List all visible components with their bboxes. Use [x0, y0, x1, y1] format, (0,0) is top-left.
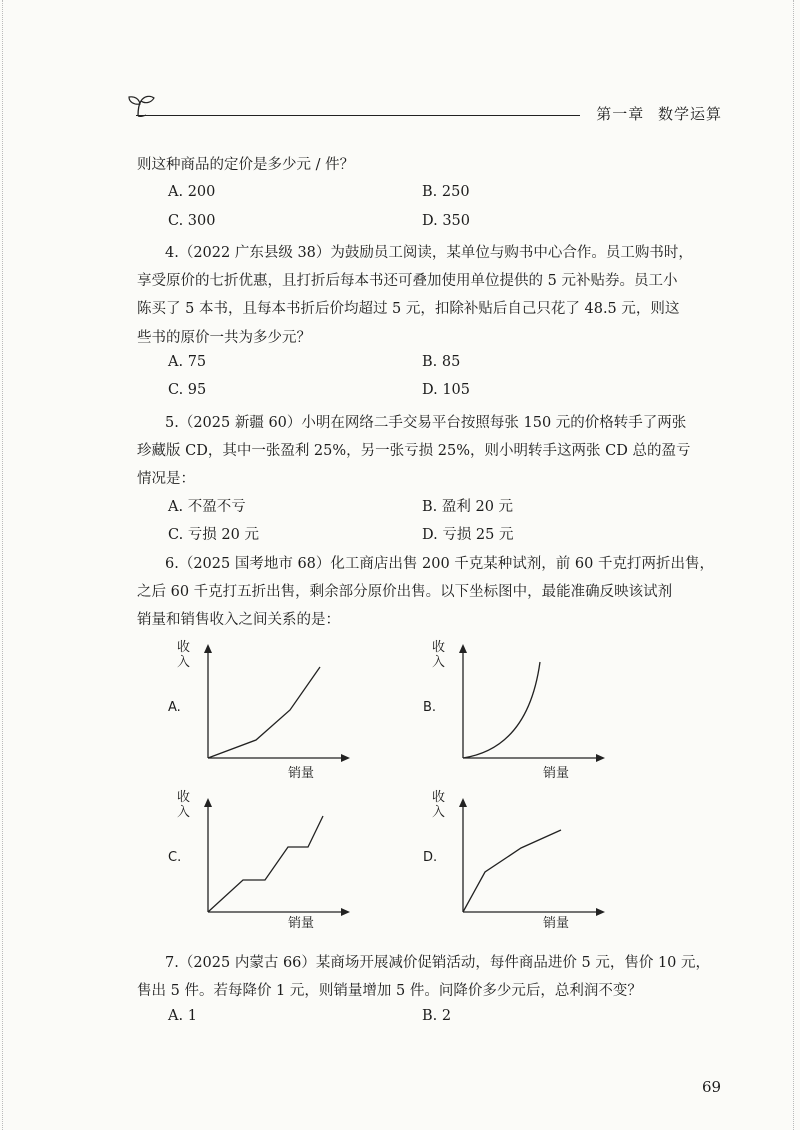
page-number: 69: [702, 1078, 722, 1096]
page-header: [122, 92, 722, 132]
figure-b-xlabel: 销量: [543, 766, 570, 781]
chapter-label: 第一章: [596, 105, 645, 123]
q6-line-3: 销量和销售收入之间关系的是：: [137, 612, 340, 628]
q7-line-1: 7.（2025 内蒙古 66）某商场开展减价促销活动，每件商品进价 5 元，售价 10 元，: [165, 955, 711, 971]
figure-b-letter: B.: [423, 700, 437, 715]
figure-c-plot: [168, 790, 358, 930]
figure-a-plot: [168, 640, 358, 780]
q3-option-b: B. 250: [422, 184, 470, 200]
scan-edge-left: [2, 0, 5, 1130]
figure-a-ylabel: 收入: [176, 640, 190, 670]
section-label: 数学运算: [657, 105, 722, 123]
figure-d-xlabel: 销量: [543, 916, 570, 931]
q4-option-d: D. 105: [422, 382, 471, 398]
figure-a-xlabel: 销量: [288, 766, 315, 781]
q3-option-c: C. 300: [168, 213, 216, 229]
q5-line-2: 珍藏版 CD，其中一张盈利 25%，另一张亏损 25%，则小明转手这两张 CD 总的盈亏: [137, 443, 691, 459]
q5-line-3: 情况是：: [137, 471, 195, 487]
q4-line-4: 些书的原价一共为多少元？: [137, 330, 311, 346]
q4-option-b: B. 85: [422, 354, 461, 370]
figure-c: [168, 790, 358, 930]
figure-b-plot: [423, 640, 613, 780]
q4-line-3: 陈买了 5 本书，且每本书折后价均超过 5 元，扣除补贴后自己只花了 48.5 元，则这: [137, 301, 680, 317]
q6-line-2: 之后 60 千克打五折出售，剩余部分原价出售。以下坐标图中，最能准确反映该试剂: [137, 584, 673, 600]
figure-a: [168, 640, 358, 780]
header-rule: [136, 115, 580, 116]
intro-line: 则这种商品的定价是多少元 / 件？: [137, 157, 355, 173]
q4-option-a: A. 75: [168, 354, 207, 370]
figure-b-curve: [463, 662, 540, 758]
sprout-icon: [122, 92, 162, 122]
q5-option-c: C. 亏损 20 元: [168, 527, 259, 543]
figure-b-ylabel: 收入: [431, 640, 445, 670]
chapter-title: [588, 103, 722, 124]
q5-option-b: B. 盈利 20 元: [422, 499, 514, 515]
q4-line-2: 享受原价的七折优惠，且打折后每本书还可叠加使用单位提供的 5 元补贴券。员工小: [137, 273, 678, 289]
q5-option-a: A. 不盈不亏: [168, 499, 246, 515]
q5-option-d: D. 亏损 25 元: [422, 527, 514, 543]
q7-option-a: A. 1: [168, 1008, 197, 1024]
figure-b: [423, 640, 613, 780]
figure-c-letter: C.: [168, 850, 182, 865]
q4-option-c: C. 95: [168, 382, 207, 398]
figure-a-letter: A.: [168, 700, 181, 715]
figure-d-curve: [463, 830, 561, 912]
figure-d-letter: D.: [423, 850, 438, 865]
figure-d: [423, 790, 613, 930]
q6-line-1: 6.（2025 国考地市 68）化工商店出售 200 千克某种试剂，前 60 千克打两折出售，: [165, 556, 714, 572]
figure-d-plot: [423, 790, 613, 930]
figure-a-curve: [208, 667, 320, 758]
figure-c-curve: [208, 816, 323, 912]
q3-option-a: A. 200: [168, 184, 216, 200]
q7-line-2: 售出 5 件。若每降价 1 元，则销量增加 5 件。问降价多少元后，总利润不变？: [137, 983, 642, 999]
q3-option-d: D. 350: [422, 213, 471, 229]
q7-option-b: B. 2: [422, 1008, 452, 1024]
scan-edge-right: [793, 0, 796, 1130]
figure-d-ylabel: 收入: [431, 790, 445, 820]
q5-line-1: 5.（2025 新疆 60）小明在网络二手交易平台按照每张 150 元的价格转手了两张: [165, 415, 687, 431]
q4-line-1: 4.（2022 广东县级 38）为鼓励员工阅读，某单位与购书中心合作。员工购书时，: [165, 245, 693, 261]
figure-c-ylabel: 收入: [176, 790, 190, 820]
figure-c-xlabel: 销量: [288, 916, 315, 931]
